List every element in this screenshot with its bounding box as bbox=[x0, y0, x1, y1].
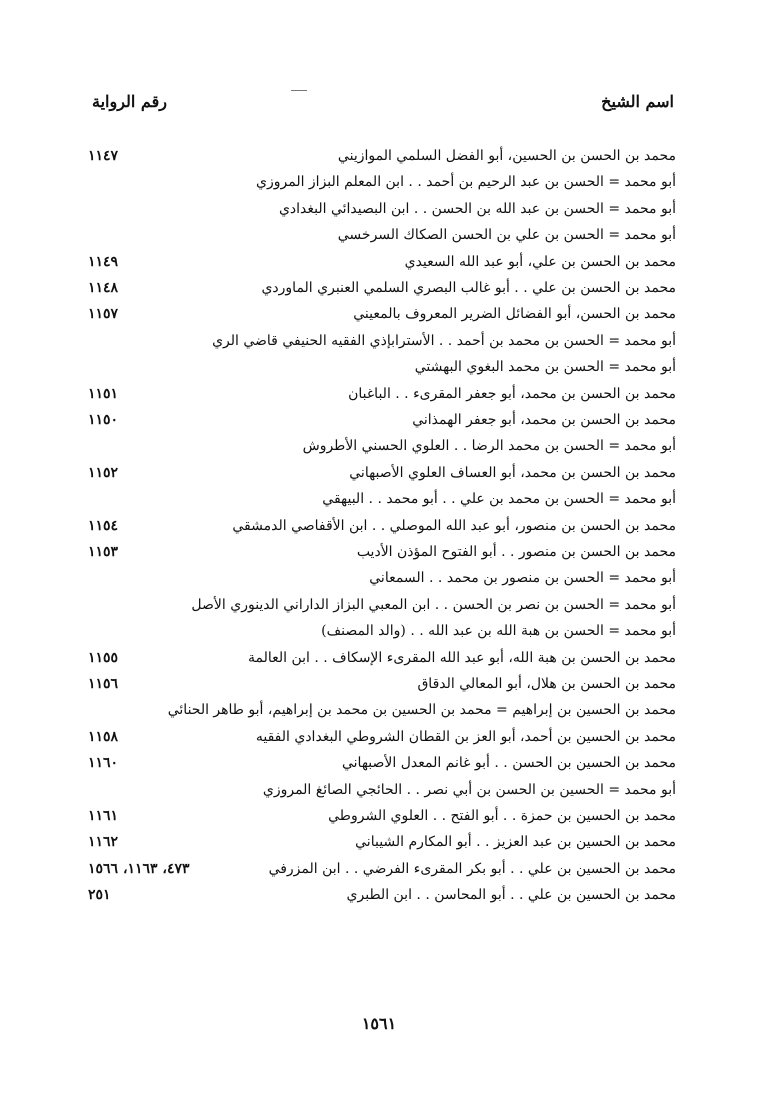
entry-name: محمد بن الحسن بن محمد، أبو جعفر الهمذاني bbox=[412, 412, 676, 428]
entry-text bbox=[76, 593, 676, 617]
entry-text bbox=[76, 778, 676, 802]
entry-name: محمد بن الحسن بن هبة الله، أبو عبد الله المقرىء الإسكاف . . ابن العالمة bbox=[248, 650, 676, 666]
entry-text bbox=[76, 804, 676, 828]
entry-text bbox=[76, 725, 676, 749]
entry-narration-number: ١١٥١ bbox=[88, 386, 119, 402]
entry-text bbox=[76, 197, 676, 221]
entry-narration-number: ٤٧٣، ١١٦٣، ١٥٦٦ bbox=[88, 861, 190, 877]
entry-text bbox=[76, 329, 676, 353]
entry-text bbox=[76, 144, 676, 168]
entry-text bbox=[76, 434, 676, 458]
page-number: ١٥٦١ bbox=[361, 1014, 397, 1033]
entry-name: أبو محمد = الحسن بن محمد بن أحمد . . الأسترابإذي الفقيه الحنيفي قاضي الري bbox=[212, 333, 676, 349]
column-header-sheikh-name: اسم الشيخ bbox=[601, 92, 674, 111]
entry-text bbox=[76, 672, 676, 696]
entry-narration-number: ١١٥٢ bbox=[88, 465, 119, 481]
entry-name: محمد بن الحسين بن الحسن . . أبو غانم المعدل الأصبهاني bbox=[341, 755, 676, 771]
entry-text bbox=[76, 170, 676, 194]
entry-name: محمد بن الحسن بن الحسين، أبو الفضل السلمي الموازيني bbox=[337, 148, 676, 164]
entry-name: محمد بن الحسين بن عبد العزيز . . أبو المكارم الشيباني bbox=[355, 834, 676, 850]
entry-name: أبو محمد = الحسن بن محمد البغوي البهشتي bbox=[414, 359, 676, 375]
entry-text bbox=[76, 276, 676, 300]
entry-text bbox=[76, 751, 676, 775]
entry-name: محمد بن الحسن، أبو الفضائل الضرير المعروف بالمعيني bbox=[353, 306, 676, 322]
entry-name: محمد بن الحسن بن علي، أبو عبد الله السعيدي bbox=[404, 254, 676, 270]
entry-name: أبو محمد = الحسن بن محمد الرضا . . العلوي الحسني الأطروش bbox=[302, 438, 676, 454]
entry-narration-number: ١١٤٨ bbox=[88, 280, 119, 296]
entry-name: محمد بن الحسن بن محمد، أبو جعفر المقرىء . . الباغبان bbox=[348, 386, 676, 402]
entry-narration-number: ٢٥١ bbox=[88, 887, 111, 903]
entry-narration-number: ١١٥٧ bbox=[88, 306, 119, 322]
entry-name: أبو محمد = الحسن بن هبة الله بن عبد الله . . (والد المصنف) bbox=[321, 623, 676, 639]
entry-text bbox=[76, 646, 676, 670]
entry-text bbox=[76, 408, 676, 432]
entry-name: محمد بن الحسين بن علي . . أبو المحاسن . . ابن الطبري bbox=[346, 887, 676, 903]
entry-text bbox=[76, 223, 676, 247]
header-dash bbox=[291, 90, 307, 91]
entry-narration-number: ١١٦١ bbox=[88, 808, 119, 824]
entry-narration-number: ١١٦٢ bbox=[88, 834, 119, 850]
entry-text bbox=[76, 487, 676, 511]
entry-name: محمد بن الحسن بن منصور . . أبو الفتوح المؤذن الأديب bbox=[356, 544, 676, 560]
entry-name: محمد بن الحسين بن حمزة . . أبو الفتح . . العلوي الشروطي bbox=[328, 808, 676, 824]
entry-narration-number: ١١٥٤ bbox=[88, 518, 119, 534]
entry-name: أبو محمد = الحسين بن الحسن بن أبي نصر . . الحائجي الصائغ المروزي bbox=[262, 782, 676, 798]
entry-name: أبو محمد = الحسن بن عبد الرحيم بن أحمد . . ابن المعلم البزاز المروزي bbox=[256, 174, 676, 190]
entry-name: محمد بن الحسن بن محمد، أبو العساف العلوي الأصبهاني bbox=[349, 465, 676, 481]
entry-name: محمد بن الحسن بن علي . . أبو غالب البصري السلمي العنبري الماوردي bbox=[261, 280, 676, 296]
entry-text bbox=[76, 540, 676, 564]
column-header-narration-number: رقم الرواية bbox=[92, 92, 167, 111]
entry-narration-number: ١١٤٧ bbox=[88, 148, 119, 164]
entry-text bbox=[76, 382, 676, 406]
entry-name: أبو محمد = الحسن بن نصر بن الحسن . . ابن المعبي البزاز الداراني الدينوري الأصل bbox=[191, 597, 676, 613]
entry-narration-number: ١١٥٠ bbox=[88, 412, 119, 428]
entry-text bbox=[76, 514, 676, 538]
entry-text bbox=[76, 830, 676, 854]
entry-narration-number: ١١٥٣ bbox=[88, 544, 119, 560]
entry-narration-number: ١١٥٨ bbox=[88, 729, 119, 745]
entry-narration-number: ١١٤٩ bbox=[88, 254, 119, 270]
entry-name: أبو محمد = الحسن بن محمد بن علي . . أبو محمد . . البيهقي bbox=[322, 491, 676, 507]
entry-name: محمد بن الحسين بن إبراهيم = محمد بن الحسين بن محمد بن إبراهيم، أبو طاهر الحنائي bbox=[167, 702, 676, 718]
entry-name: أبو محمد = الحسن بن علي بن الحسن الصكاك السرخسي bbox=[337, 227, 676, 243]
entry-text bbox=[76, 302, 676, 326]
entry-narration-number: ١١٥٥ bbox=[88, 650, 119, 666]
entry-name: محمد بن الحسن بن منصور، أبو عبد الله الموصلي . . ابن الأقفاصي الدمشقي bbox=[232, 518, 676, 534]
entry-name: محمد بن الحسن بن هلال، أبو المعالي الدقاق bbox=[417, 676, 676, 692]
entry-text bbox=[76, 619, 676, 643]
entry-name: محمد بن الحسين بن أحمد، أبو العز بن القطان الشروطي البغدادي الفقيه bbox=[255, 729, 676, 745]
entry-name: محمد بن الحسين بن علي . . أبو بكر المقرىء الفرضي . . ابن المزرفي bbox=[268, 861, 676, 877]
entry-text bbox=[76, 698, 676, 722]
entry-text bbox=[76, 883, 676, 907]
entry-narration-number: ١١٥٦ bbox=[88, 676, 119, 692]
entry-name: أبو محمد = الحسن بن منصور بن محمد . . السمعاني bbox=[369, 570, 676, 586]
entry-text bbox=[76, 355, 676, 379]
entry-name: أبو محمد = الحسن بن عبد الله بن الحسن . . ابن البصيدائي البغدادي bbox=[278, 201, 676, 217]
entry-text bbox=[76, 461, 676, 485]
entry-text bbox=[76, 566, 676, 590]
entry-narration-number: ١١٦٠ bbox=[88, 755, 119, 771]
entry-text bbox=[76, 250, 676, 274]
